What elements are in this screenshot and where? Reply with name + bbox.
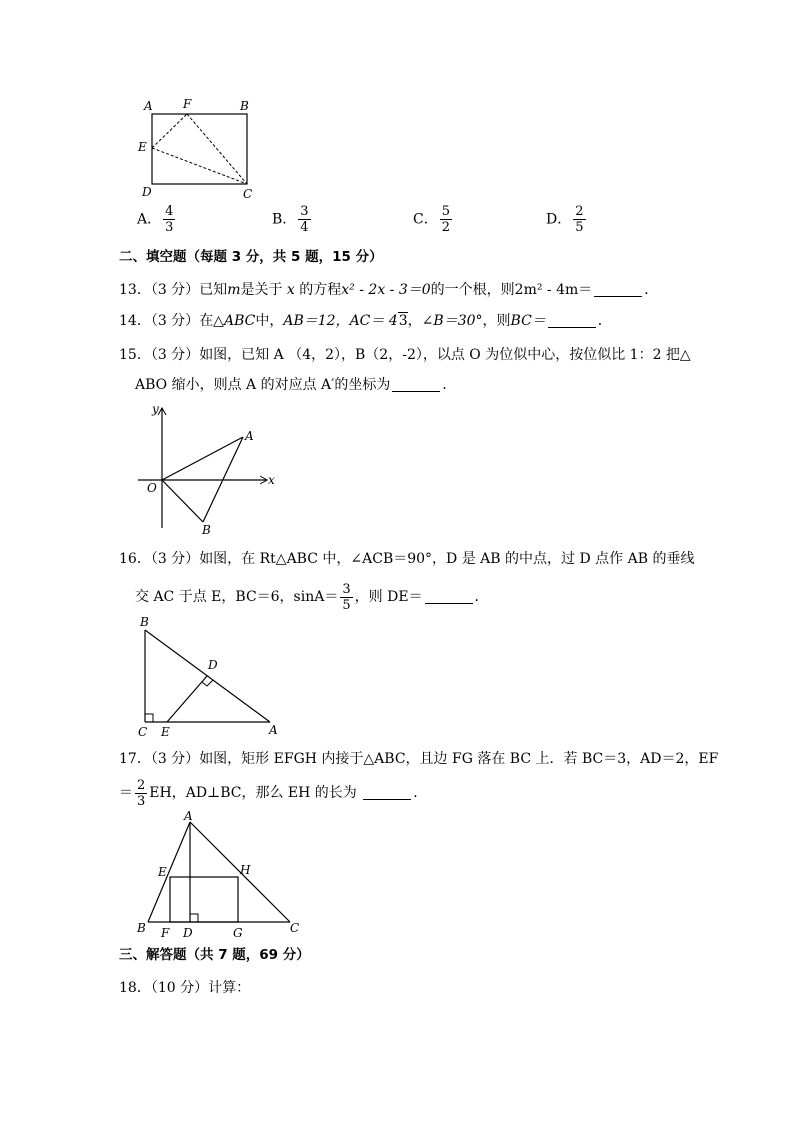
answer-blank-15[interactable] — [392, 377, 440, 392]
answer-blank-13[interactable] — [594, 282, 642, 297]
fraction-2-3: $\frac{2}{3}$ — [137, 777, 146, 809]
label-b: B — [202, 523, 211, 537]
label-a: A — [269, 723, 278, 737]
label-a: A — [184, 810, 193, 823]
segment-ob — [162, 480, 203, 522]
question-18: 18．（10 分）计算： — [119, 980, 251, 996]
option-d[interactable]: D． $\frac{2}{5}$ — [546, 204, 584, 235]
label-g: G — [233, 926, 243, 940]
segment-ab — [145, 630, 270, 722]
question-14: 14．（3 分）在△ABC中，AB＝12，AC＝ 43，∠B＝30°，则BC＝ ． — [119, 313, 612, 329]
question-17-line1: 17．（3 分）如图，矩形 EFGH 内接于△ABC，且边 FG 落在 BC 上．若 BC＝3，AD＝2，EF — [119, 751, 719, 767]
section-fill-in-title: 二、填空题（每题 3 分，共 5 题，15 分） — [119, 249, 383, 265]
figure-q17 — [132, 810, 312, 942]
label-c: C — [290, 921, 300, 935]
rectangle-efgh — [170, 877, 238, 922]
question-17-line2: ＝ $\frac{2}{3}$ EH，AD⊥BC，那么 EH 的长为 ． — [119, 777, 428, 809]
option-c[interactable]: C． $\frac{5}{2}$ — [413, 204, 450, 235]
segment-ab — [148, 822, 190, 922]
label-x: x — [268, 473, 275, 487]
label-c: C — [138, 725, 148, 739]
label-f: F — [183, 97, 192, 111]
section-solve-title: 三、解答题（共 7 题，69 分） — [119, 947, 310, 963]
option-a[interactable]: A． $\frac{4}{3}$ — [137, 204, 174, 235]
segment-ef — [152, 114, 187, 148]
label-d: D — [208, 658, 218, 672]
option-b[interactable]: B． $\frac{3}{4}$ — [272, 204, 309, 235]
label-a: A — [144, 99, 153, 113]
label-c: C — [243, 187, 253, 201]
label-f: F — [161, 926, 170, 940]
fraction: $\frac{5}{2}$ — [441, 204, 450, 235]
fraction-3-5: $\frac{3}{5}$ — [342, 581, 351, 613]
figure-q16 — [130, 612, 290, 742]
label-h: H — [240, 863, 251, 877]
label-b: B — [137, 921, 146, 935]
label-b: B — [140, 615, 149, 629]
label-e: E — [158, 865, 167, 879]
question-15-line1: 15．（3 分）如图，已知 A （4，2），B（2，-2），以点 O 为位似中心，按位似比 1：2 把△ — [119, 347, 691, 363]
fraction: $\frac{3}{4}$ — [300, 204, 309, 235]
answer-blank-14[interactable] — [548, 313, 596, 328]
segment-oa — [162, 437, 243, 480]
segment-ec — [152, 148, 247, 184]
question-15-line2: ABO 缩小，则点 A 的对应点 A′的坐标为 ． — [135, 377, 457, 393]
answer-blank-16[interactable] — [425, 589, 473, 604]
label-e: E — [138, 140, 147, 154]
label-d: D — [183, 926, 193, 940]
answer-blank-17[interactable] — [363, 785, 411, 800]
fraction: $\frac{2}{5}$ — [575, 204, 584, 235]
label-o: O — [147, 481, 157, 495]
rectangle-abcd — [152, 114, 247, 184]
right-angle-mark-d — [190, 914, 198, 922]
question-16-line2: 交 AC 于点 E，BC＝6，sinA＝ $\frac{3}{5}$ ，则 DE＝ ． — [135, 581, 489, 613]
label-b: B — [240, 99, 249, 113]
figure-q15 — [135, 400, 285, 540]
label-d: D — [142, 185, 152, 199]
segment-fc — [187, 114, 247, 184]
fraction: $\frac{4}{3}$ — [165, 204, 174, 235]
label-e: E — [161, 725, 170, 739]
figure-q12 — [130, 92, 270, 202]
question-13: 13．（3 分）已知m是关于 x 的方程x² - 2x - 3＝0的一个根，则2m² - 4m＝ ． — [119, 282, 659, 298]
right-angle-mark-c — [145, 714, 153, 722]
right-angle-mark-d — [202, 680, 213, 686]
question-16-line1: 16．（3 分）如图，在 Rt△ABC 中，∠ACB＝90°，D 是 AB 的中点，过 D 点作 AB 的垂线 — [119, 551, 695, 567]
label-y: y — [152, 402, 159, 416]
sqrt-3: 3 — [398, 313, 408, 329]
label-a: A — [245, 429, 254, 443]
segment-de — [167, 676, 207, 722]
